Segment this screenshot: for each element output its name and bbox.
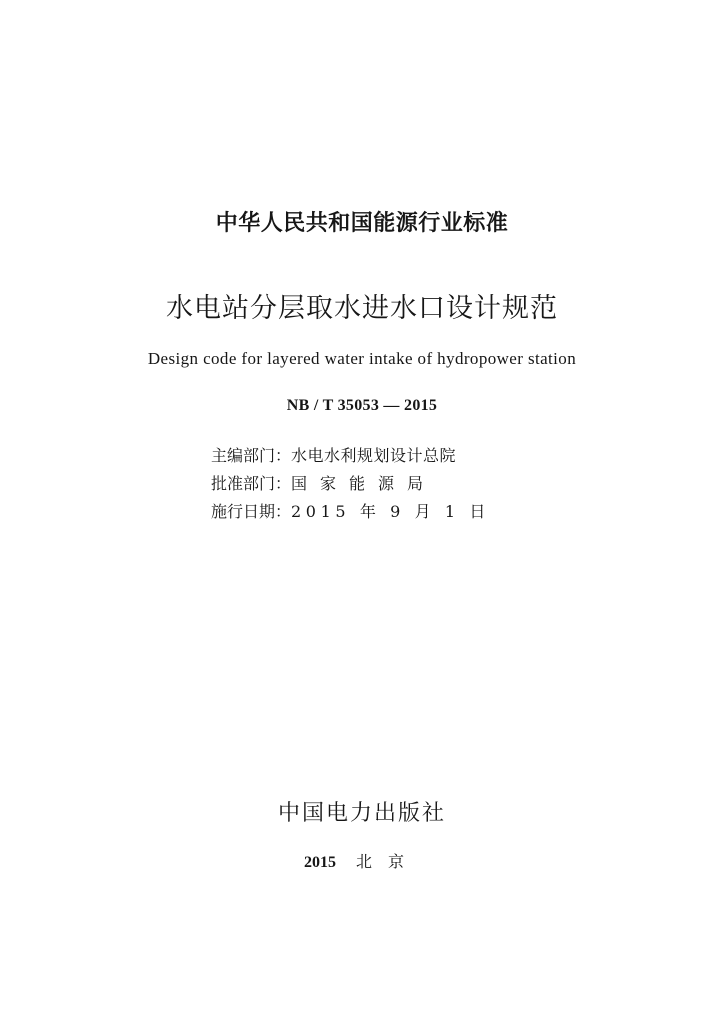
metadata-label: 批准部门：	[211, 474, 292, 493]
metadata-label: 施行日期：	[211, 502, 292, 521]
imprint-line	[0, 849, 724, 872]
standard-code: NB / T 35053 — 2015	[286, 397, 438, 414]
publisher-name: 中国电力出版社	[277, 801, 446, 826]
imprint-year: 2015	[303, 854, 336, 871]
metadata-row-approver	[211, 470, 490, 498]
metadata-value: 国家能源局	[291, 474, 437, 493]
metadata-value: 2015 年 9 月 1 日	[291, 502, 490, 521]
metadata-row-effective-date	[211, 498, 490, 526]
metadata-value: 水电水利规划设计总院	[291, 446, 457, 465]
standard-series-heading: 中华人民共和国能源行业标准	[215, 211, 509, 236]
document-title-chinese: 水电站分层取水进水口设计规范	[166, 293, 558, 324]
imprint-city: 北京	[355, 852, 420, 871]
document-title-english: Design code for layered water intake of hydropower station	[147, 349, 577, 368]
metadata-row-editor	[211, 442, 490, 470]
document-metadata	[211, 442, 490, 526]
metadata-label: 主编部门：	[211, 446, 292, 465]
